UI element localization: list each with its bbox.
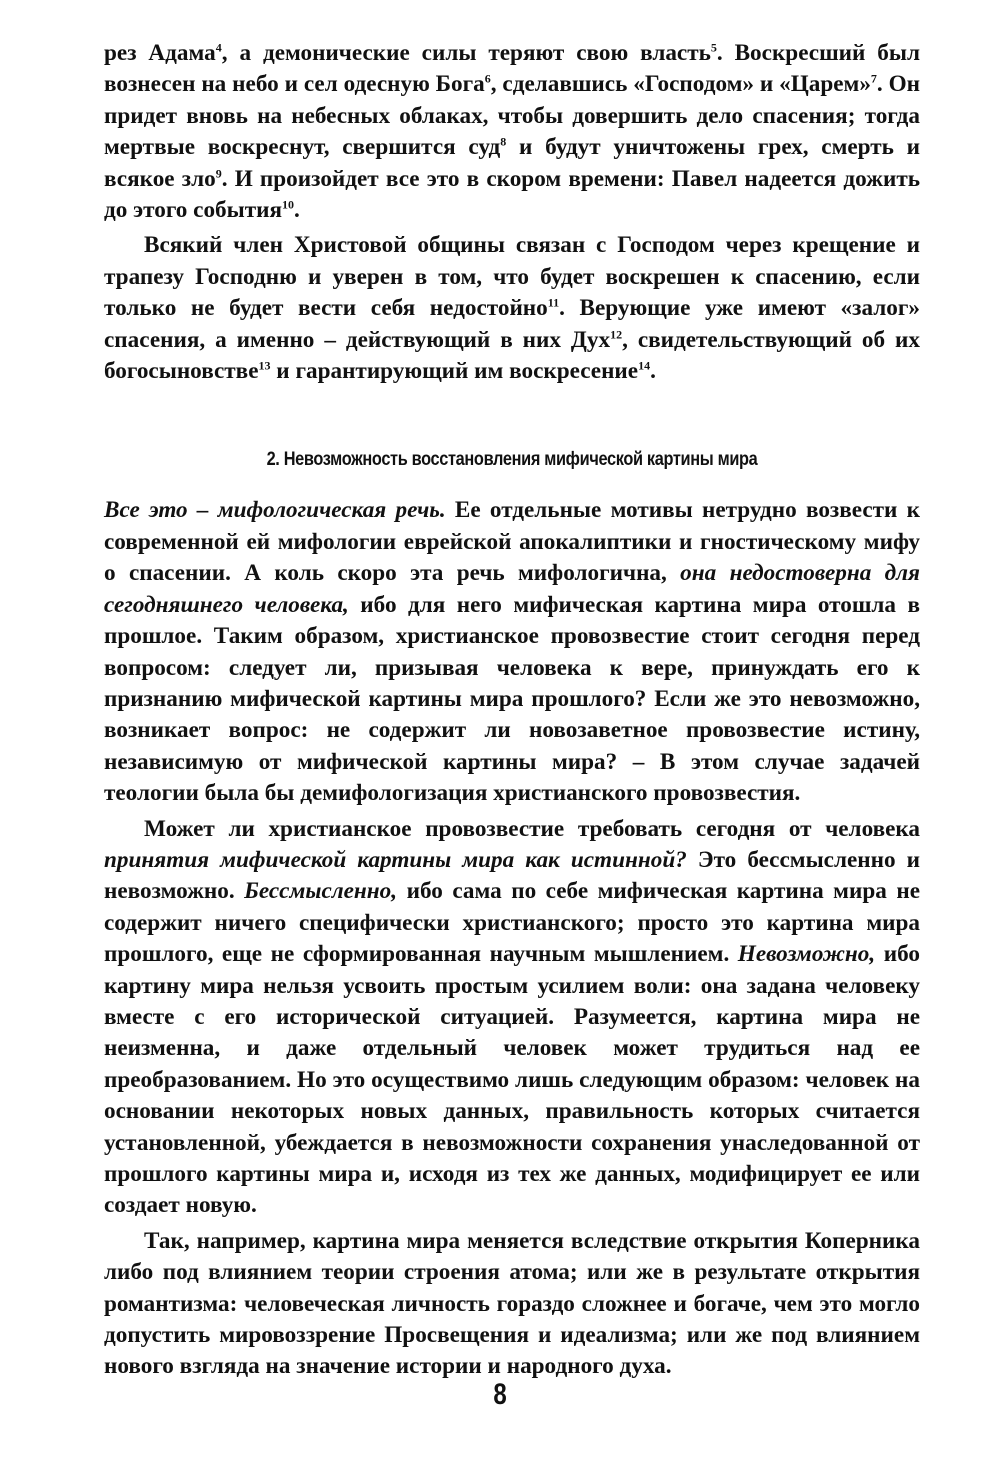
text-run: рез Адама [104,40,216,66]
footnote-ref-8[interactable]: 8 [500,134,507,149]
paragraph-2 [104,230,920,387]
text-run: . Верующие уже имеют «залог» спасения, а именно – действующий в них Дух [104,295,920,353]
emphasis-text: Все это – мифологическая речь. [104,497,446,524]
footnote-ref-7[interactable]: 7 [870,71,877,86]
footnote-ref-9[interactable]: 9 [215,165,222,180]
text-run: , сделавшись «Господом» и «Царем» [490,71,871,98]
text-run: . Он придет вновь на небесных облаках, чтобы довершить дело спасения; тогда мертвые воскреснут, свершится суд [104,71,921,161]
paragraph-3 [104,495,920,809]
text-run: и будут уничтожены грех, смерть и всякое зло [104,134,920,192]
text-run: . И произойдет все это в скором времени: Павел надеется дожить до этого события [104,165,920,224]
emphasis-text: Бессмысленно, [244,878,398,905]
text-run: ибо для него мифическая картина мира отошла в прошлое. Таким образом, христианское провозвестие стоит сегодня перед вопросом: следует ли, призывая человека к вере, принуждать его к признанию мифической картины мира прошлого? Если же это невозможно, возникает вопрос: не содержит ли новозаветное провозвестие истину, независимую от мифической картины мира? – В этом случае задачей теологии была бы демифологизация христианского провозвестия. [104,591,920,807]
emphasis-text: Невозможно, [737,941,876,968]
footnote-ref-12[interactable]: 12 [610,326,623,341]
footnote-ref-14[interactable]: 14 [638,358,651,373]
text-run: , а демонические силы теряют свою власть [221,40,711,66]
footnote-ref-4[interactable]: 4 [215,40,222,55]
text-run: и гарантирующий им воскресение [270,358,639,385]
text-run: Всякий член Христовой общины связан с Господом через крещение и трапезу Господню и уверен в том, что будет воскрешен к спасению, если только не будет вести себя недостойно [104,232,920,322]
text-run: . Воскресший был вознесен на небо и сел одесную Бога [104,40,920,98]
text-run: . [294,197,300,224]
text-run: ибо сама по себе мифическая картина мира не содержит ничего специфически христианского; просто это картина мира прошлого, еще не сформированная научным мышлением. [104,878,920,968]
text-run: Может ли христианское провозвестие требовать сегодня от человека [144,815,920,842]
paragraph-1 [104,38,920,226]
footnote-ref-5[interactable]: 5 [710,40,717,55]
paragraph-5: Так, например, картина мира меняется вследствие открытия Коперника либо под влиянием теории строения атома; или же в результате открытия романтизма: человеческая личность гораздо сложнее и богаче, чем это могло допустить мировоззрение Просвещения и идеализма; или же под влиянием нового взгляда на значение истории и народного духа. [104,1227,920,1380]
footnote-ref-13[interactable]: 13 [258,358,271,373]
text-run: ибо картину мира нельзя усвоить простым усилием воли: она задана человеку вместе с его исторической ситуацией. Разумеется, картина мира не неизменна, и даже отдельный человек может трудиться над ее преобразованием. Но это осуществимо лишь следующим образом: человек на основании некоторых новых данных, правильность которых считается установленной, убеждается в невозможности сохранения унаследованной от прошлого картины мира и, исходя из тех же данных, модифицирует ее или создает новую. [104,941,920,1219]
emphasis-text: она недостоверна для сегодняшнего человека, [104,560,920,618]
text-run: Ее отдельные мотивы нетрудно возвести к современной ей мифологии еврейской апокалиптики и гностическому мифу о спасении. А коль скоро эта речь мифологична, [104,497,920,587]
paragraph-4 [104,814,920,1222]
text-run: , свидетельствующий об их богосыновстве [104,326,921,385]
page-number: 8 [493,1378,507,1411]
footnote-ref-6[interactable]: 6 [484,71,491,86]
footnote-ref-10[interactable]: 10 [282,197,295,212]
text-run: Это бессмысленно и невозможно. [104,846,920,905]
page-body [104,38,920,1383]
section-heading: 2. Невозможность восстановления мифической картины мира [266,449,758,471]
emphasis-text: принятия мифической картины мира как истинной? [104,846,687,873]
text-run: . [650,358,656,385]
footnote-ref-11[interactable]: 11 [547,295,560,310]
